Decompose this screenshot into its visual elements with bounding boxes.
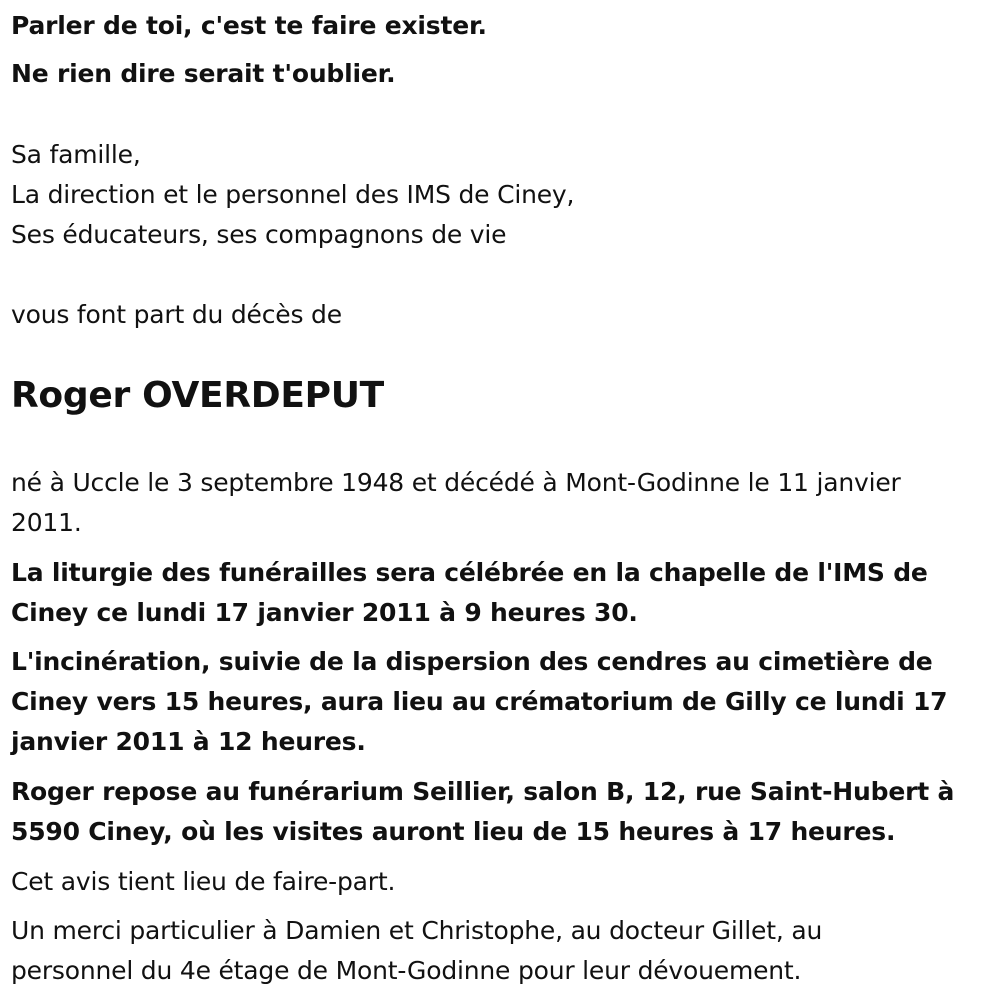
birth-death-details: né à Uccle le 3 septembre 1948 et décédé à Mont-Godinne le 11 janvier 2011. — [11, 468, 901, 537]
thanks-text: Un merci particulier à Damien et Christophe, au docteur Gillet, au personnel du 4e étage de Mont-Godinne pour leur dévouement. — [11, 916, 823, 985]
notice-text: Cet avis tient lieu de faire-part. — [11, 867, 396, 896]
sender-family: Sa famille, — [11, 140, 141, 169]
deceased-name: Roger OVERDEPUT — [11, 375, 384, 416]
cremation-details: L'incinération, suivie de la dispersion des cendres au cimetière de Ciney vers 15 heures, aura lieu au crématorium de Gilly ce lundi 17 janvier 2011 à 12 heures. — [11, 647, 948, 756]
visitation-details: Roger repose au funérarium Seillier, salon B, 12, rue Saint-Hubert à 5590 Ciney, où les visites auront lieu de 15 heures à 17 heures. — [11, 777, 955, 846]
epigraph-line-2: Ne rien dire serait t'oublier. — [11, 59, 396, 88]
announcement-text: vous font part du décès de — [11, 300, 342, 329]
senders-block — [11, 135, 986, 255]
sender-ims: La direction et le personnel des IMS de Ciney, — [11, 180, 575, 209]
sender-educators: Ses éducateurs, ses compagnons de vie — [11, 220, 507, 249]
epigraph-line-1: Parler de toi, c'est te faire exister. — [11, 11, 487, 40]
liturgy-details: La liturgie des funérailles sera célébrée en la chapelle de l'IMS de Ciney ce lundi 17 janvier 2011 à 9 heures 30. — [11, 558, 928, 627]
